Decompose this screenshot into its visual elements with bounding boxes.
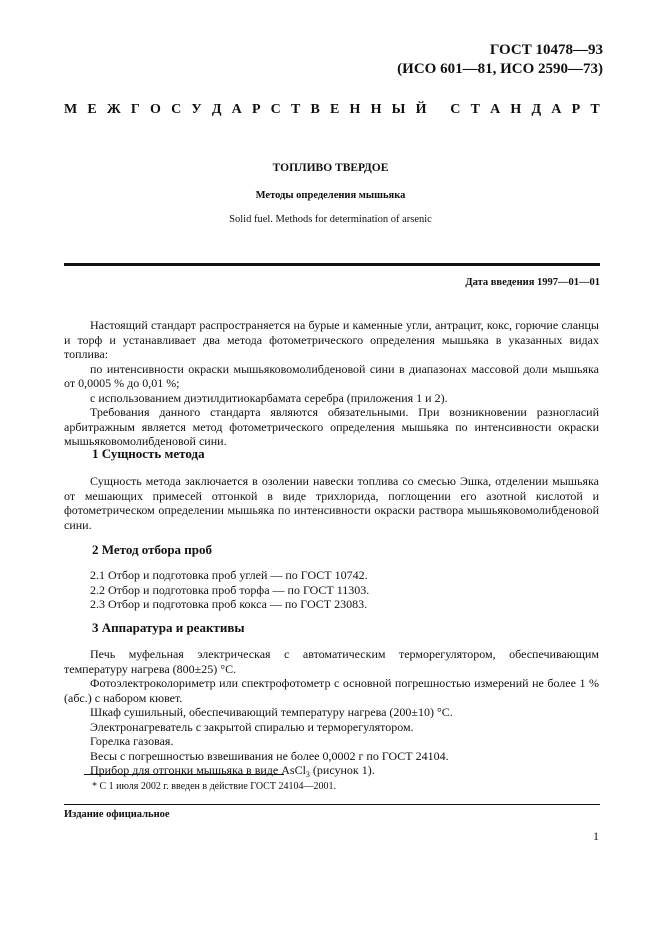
- banner-letter: Е: [330, 102, 340, 117]
- section-3-heading: 3 Аппаратура и реактивы: [92, 620, 245, 635]
- banner-letter: О: [150, 102, 161, 117]
- banner-letter: С: [171, 102, 182, 117]
- section-3-item-apparatus: [64, 763, 599, 780]
- section-3-item: Горелка газовая.: [90, 734, 174, 748]
- section-3-item: Электронагреватель с закрытой спиралью и терморегулятором.: [90, 719, 414, 734]
- gost-number: ГОСТ 10478—93: [489, 42, 603, 58]
- document-subtitle: Методы определения мышьяка: [255, 190, 406, 201]
- section-1-paragraph: Сущность метода заключается в озолении навески топлива со смесью Эшка, отделении мышьяка от мешающих примесей отгонкой в виде трихлорида, поглощении его азотной кислотой и фотометрическом определении мышьяка по интенсивности окраски раствора мышьяковомолибденовой сини.: [64, 474, 599, 532]
- footnote: * С 1 июля 2002 г. введен в действие ГОСТ 24104—2001.: [92, 781, 336, 792]
- banner-letter: А: [490, 102, 501, 117]
- subscript-three: 3: [305, 770, 310, 779]
- banner-letter: У: [191, 102, 202, 117]
- section-3-item: Фотоэлектроколориметр или спектрофотометр с основной погрешностью измерений не более 1 % (абс.) с набором кювет.: [64, 676, 599, 705]
- section-1-heading: 1 Сущность метода: [92, 446, 205, 461]
- banner-letter: С: [450, 102, 461, 117]
- page-number: 1: [593, 829, 599, 843]
- banner-letter: Н: [510, 102, 522, 117]
- banner-letter: Р: [571, 102, 581, 117]
- section-2-item: 2.1 Отбор и подготовка проб углей — по ГОСТ 10742.: [90, 568, 368, 582]
- banner-letter: А: [231, 102, 242, 117]
- section-1-text: [64, 474, 599, 532]
- intro-text: [64, 318, 599, 449]
- iso-numbers: (ИСО 601—81, ИСО 2590—73): [397, 61, 603, 77]
- banner-letter: Т: [590, 102, 600, 117]
- banner-letter: Й: [415, 102, 427, 117]
- banner-letter: Г: [130, 102, 140, 117]
- section-3-item: Шкаф сушильный, обеспечивающий температуру нагрева (200±10) °С.: [90, 705, 453, 719]
- intro-paragraph: с использованием диэтилдитиокарбамата серебра (приложения 1 и 2).: [90, 390, 448, 405]
- banner-letter: С: [270, 102, 281, 117]
- banner-letter: Д: [211, 102, 222, 117]
- document-title: ТОПЛИВО ТВЕРДОЕ: [272, 162, 389, 174]
- banner-letter: Н: [370, 102, 382, 117]
- banner-letter: Д: [531, 102, 542, 117]
- standard-banner: [64, 101, 600, 119]
- intro-paragraph: Требования данного стандарта являются обязательными. При возникновении разногласий арбитражным является метод фотометрического определения мышьяка по интенсивности окраски мышьяковомолибденовой сини.: [64, 405, 599, 448]
- banner-word-gap: [437, 101, 441, 119]
- banner-letter: Т: [290, 102, 301, 117]
- gost-number-block: [397, 41, 603, 79]
- intro-paragraph: Настоящий стандарт распространяется на бурые и каменные угли, антрацит, кокс, горючие сланцы и торф и устанавливает два метода фотометрического определения мышьяка в указанных видах топлива:: [64, 318, 599, 361]
- section-2-item: 2.3 Отбор и подготовка проб кокса — по ГОСТ 23083.: [90, 597, 368, 611]
- banner-letter: В: [310, 102, 320, 117]
- section-2-item: 2.2 Отбор и подготовка проб торфа — по ГОСТ 11303.: [90, 582, 370, 597]
- edition-label: Издание официальное: [64, 809, 170, 820]
- intro-paragraph: по интенсивности окраски мышьяковомолибденовой сини в диапазонах массовой доли мышьяка от 0,0005 % до 0,01 %;: [64, 361, 599, 390]
- header-divider: [64, 263, 600, 266]
- banner-letter: А: [551, 102, 562, 117]
- section-3-list: [64, 647, 599, 780]
- banner-letter: М: [64, 102, 78, 117]
- section-3-item: Печь муфельная электрическая с автоматическим терморегулятором, обеспечивающим температуру нагрева (800±25) °С.: [64, 647, 599, 676]
- section-2-heading: 2 Метод отбора проб: [92, 542, 213, 557]
- english-title: Solid fuel. Methods for determination of arsenic: [229, 214, 432, 225]
- banner-letter: Т: [470, 102, 480, 117]
- banner-letter: Р: [251, 102, 261, 117]
- footnote-divider: [84, 774, 284, 775]
- section-3-item: Весы с погрешностью взвешивания не более 0,0002 г по ГОСТ 24104.: [90, 748, 449, 763]
- section-2-list: [64, 568, 599, 612]
- apparatus-text: Прибор для отгонки мышьяка в виде AsCl: [90, 763, 306, 777]
- introduction-date: Дата введения 1997—01—01: [465, 277, 600, 288]
- apparatus-text-end: (рисунок 1).: [309, 763, 375, 777]
- banner-letter: Ы: [391, 102, 406, 117]
- banner-letter: Ж: [106, 102, 121, 117]
- footer-divider: [64, 804, 600, 805]
- banner-letter: Е: [87, 102, 97, 117]
- banner-letter: Н: [349, 102, 361, 117]
